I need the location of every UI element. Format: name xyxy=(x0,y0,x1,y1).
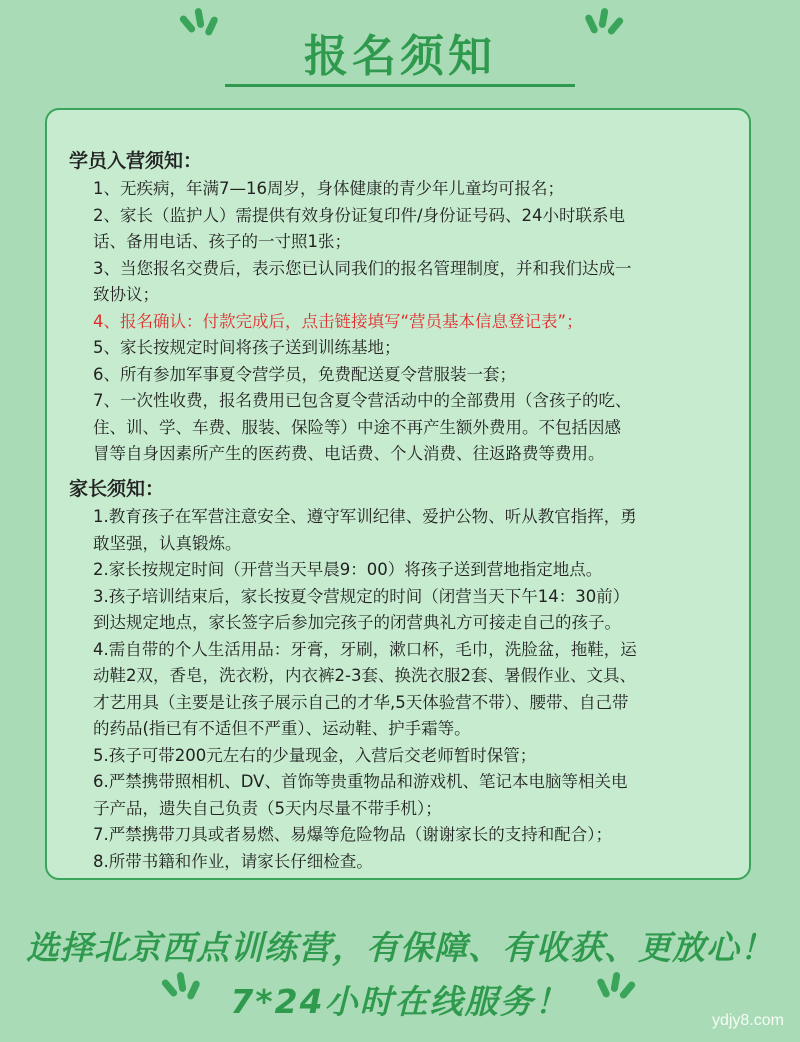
list-item: 4.需自带的个人生活用品：牙膏，牙刷，漱口杯，毛巾，洗脸盆，拖鞋，运 xyxy=(93,639,637,659)
list-item: 3、当您报名交费后，表示您已认同我们的报名管理制度，并和我们达成一 xyxy=(93,258,632,278)
list-item: 1、无疾病，年满7—16周岁，身体健康的青少年儿童均可报名； xyxy=(93,179,564,198)
list-item: 1.教育孩子在军营注意安全、遵守军训纪律、爱护公物、听从教官指挥，勇 xyxy=(93,507,637,526)
list-item: 7、一次性收费，报名费用已包含夏令营活动中的全部费用（含孩子的吃、 xyxy=(93,391,632,410)
list-item: 7.严禁携带刀具或者易燃、易爆等危险物品（谢谢家长的支持和配合）； xyxy=(93,825,612,844)
list-item: 5.孩子可带200元左右的少量现金，入营后交老师暂时保管； xyxy=(93,745,537,765)
list-item: 的药品(指已有不适但不严重）、运动鞋、护手霜等。 xyxy=(93,719,471,738)
student-notice-list xyxy=(93,176,733,468)
list-item: 冒等自身因素所产生的医药费、电话费、个人消费、往返路费等费用。 xyxy=(93,444,605,463)
list-item: 话、备用电话、孩子的一寸照1张； xyxy=(93,232,351,251)
footer-service-line: 7*24小时在线服务！ xyxy=(230,982,570,1021)
footer-slogan: 选择北京西点训练营，有保障、有收获、更放心！ xyxy=(26,928,774,967)
list-item: 2、家长（监护人）需提供有效身份证复印件/身份证号码、24小时联系电 xyxy=(93,205,626,225)
section-heading-parents: 家长须知： xyxy=(69,478,165,500)
list-item: 2.家长按规定时间（开营当天早晨9：00）将孩子送到营地指定地点。 xyxy=(93,560,603,579)
title-underline xyxy=(225,84,575,87)
list-item: 敢坚强，认真锻炼。 xyxy=(93,533,242,553)
list-item: 6、所有参加军事夏令营学员，免费配送夏令营服装一套； xyxy=(93,364,516,384)
list-item: 5、家长按规定时间将孩子送到训练基地； xyxy=(93,338,401,357)
page-title: 报名须知 xyxy=(304,31,496,82)
section-heading-students: 学员入营须知： xyxy=(69,150,203,172)
list-item: 致协议； xyxy=(93,285,159,304)
parent-notice-list xyxy=(93,504,733,875)
watermark: ydjy8.com xyxy=(711,1012,784,1029)
list-item: 6.严禁携带照相机、DV、首饰等贵重物品和游戏机、笔记本电脑等相关电 xyxy=(93,772,628,791)
list-item: 才艺用具（主要是让孩子展示自己的才华,5天体验营不带）、腰带、自己带 xyxy=(93,692,629,712)
list-item: 到达规定地点，家长签字后参加完孩子的闭营典礼方可接走自己的孩子。 xyxy=(93,613,621,632)
list-item: 动鞋2双，香皂，洗衣粉，内衣裤2-3套、换洗衣服2套、暑假作业、文具、 xyxy=(93,666,636,685)
list-item: 8.所带书籍和作业，请家长仔细检查。 xyxy=(93,851,373,871)
list-item: 住、训、学、车费、服装、保险等）中途不再产生额外费用。不包括因感 xyxy=(93,417,621,437)
list-item-highlight: 4、报名确认：付款完成后，点击链接填写“营员基本信息登记表”； xyxy=(93,311,583,331)
notice-card xyxy=(45,108,751,880)
list-item: 子产品，遗失自己负责（5天内尽量不带手机）； xyxy=(93,798,442,818)
list-item: 3.孩子培训结束后，家长按夏令营规定的时间（闭营当天下午14：30前） xyxy=(93,586,630,606)
